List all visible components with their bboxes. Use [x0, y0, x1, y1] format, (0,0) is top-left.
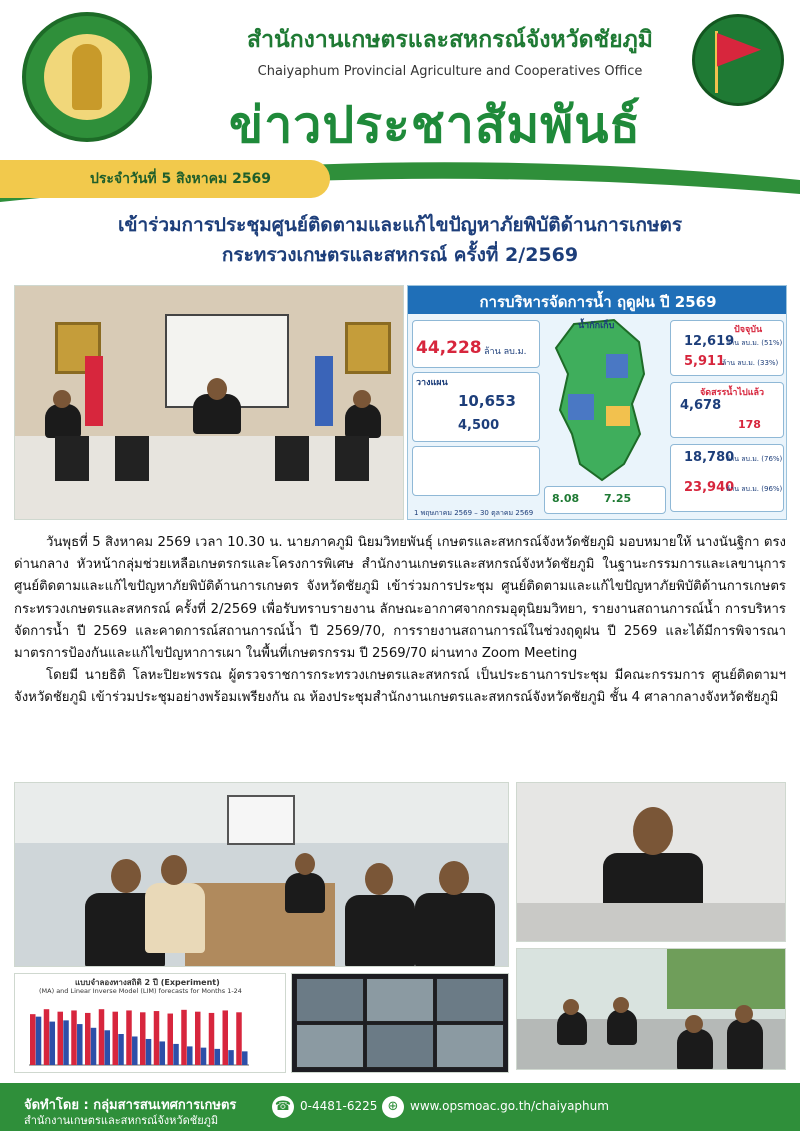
slide-bar-blue [160, 1041, 166, 1065]
slide-bar-red [140, 1012, 146, 1065]
slide-bar-red [126, 1010, 132, 1065]
big-number: 44,228 [416, 338, 482, 358]
meeting-photo [14, 285, 404, 520]
footer-label: จัดทำโดย : กลุ่มสารสนเทศการเกษตร [24, 1098, 237, 1113]
slide-bar-blue [215, 1049, 221, 1065]
total-value-1-pct: ล้าน ลบ.ม. (76%) [726, 455, 783, 463]
slide-bar-blue [63, 1020, 69, 1065]
province-seal-icon [692, 14, 784, 106]
current-value-2-pct: ล้าน ลบ.ม. (33%) [722, 359, 779, 367]
current-label: ปัจจุบัน [734, 325, 763, 335]
slide-bar-red [209, 1013, 215, 1065]
slide-bar-red [195, 1012, 201, 1065]
slide-bar-blue [146, 1039, 152, 1065]
slide-bar-chart [29, 1000, 249, 1066]
slide-bar-blue [91, 1028, 97, 1065]
infographic-dates: 1 พฤษภาคม 2569 – 30 ตุลาคม 2569 [414, 509, 534, 517]
slide-bar-red [236, 1012, 242, 1065]
allocation-extra: 178 [738, 418, 761, 431]
infographic-title: การบริหารจัดการน้ำ ฤดูฝน ปี 2569 [479, 293, 717, 311]
slide-bar-red [58, 1012, 64, 1065]
phone-icon: ☎ [272, 1096, 294, 1118]
paragraph-1: วันพุธที่ 5 สิงหาคม 2569 เวลา 10.30 น. นายภาคภูมิ นิยมวิทยพันธุ์ เกษตรและสหกรณ์จังหวัดชัยภูมิ มอบหมายให้ นางนันฐิกา ตรงด่านกลาง หัวหน้ากลุ่มช่วยเหลือเกษตรกรและโครงการพิเศษ สำนักงานเกษตรและสหกรณ์จังหวัดชัยภูมิ ในฐานะกรรมการและเลขานุการ ศูนย์ติดตามและแก้ไขปัญหาภัยพิบัติด้านการเกษตร จังหวัดชัยภูมิ เข้าร่วมการประชุม ศูนย์ติดตามและแก้ไขปัญหาภัยพิบัติด้านการเกษตร กระทรวงเกษตรและสหกรณ์ ครั้งที่ 2/2569 เพื่อรับทราบรายงาน ลักษณะอากาศจากกรมอุตุนิยมวิทยา, รายงานสถานการณ์น้ำ การบริหารจัดการน้ำ ปี 2569 และคาดการณ์สถานการณ์น้ำ ปี 2569/70, การรายงานสถานการณ์ในช่วงฤดูฝน ปี 2569 และได้มีการพิจารณามาตรการป้องกันและแก้ไขปัญหาการเผา ในพื้นที่เกษตรกรรม ปี 2569/70 ผ่านทาง Zoom Meeting [14, 535, 786, 662]
issue-date: ประจำวันที่ 5 สิงหาคม 2569 [90, 171, 272, 187]
big-unit: ล้าน ลบ.ม. [484, 347, 527, 357]
slide-bar-red [30, 1014, 36, 1065]
globe-icon: ⊕ [382, 1096, 404, 1118]
paragraph-2: โดยมี นายธิติ โลหะปิยะพรรณ ผู้ตรวจราชการกระทรวงเกษตรและสหกรณ์ เป็นประธานการประชุม มีคณะกรรมการ ศูนย์ติดตามฯ จังหวัดชัยภูมิ เข้าร่วมประชุมอย่างพร้อมเพรียงกัน ณ ห้องประชุมสำนักงานเกษตรและสหกรณ์จังหวัดชัยภูมิ ชั้น 4 ศาลากลางจังหวัดชัยภูมิ [14, 668, 786, 706]
crop-box [412, 446, 540, 496]
reservoir-label: น้ำกักเก็บ [578, 321, 615, 331]
news-title: ข่าวประชาสัมพันธ์ [229, 96, 641, 154]
current-value-1-pct: ล้าน ลบ.ม. (51%) [726, 339, 783, 347]
slide-bar-blue [187, 1046, 193, 1065]
stat-1: 8.08 [552, 492, 580, 505]
slide-bar-blue [36, 1017, 42, 1065]
allocation-value: 4,678 [680, 398, 722, 413]
plan-value: 10,653 [458, 392, 516, 410]
slide-bar-blue [201, 1048, 207, 1065]
slide-bar-red [113, 1012, 119, 1065]
water-management-infographic [407, 285, 787, 520]
slide-bar-blue [132, 1036, 138, 1065]
slide-bar-blue [228, 1050, 234, 1065]
slide-subtitle: (MA) and Linear Inverse Model (LIM) forecasts for Months 1-24 [39, 987, 242, 995]
group-meeting-photo [516, 948, 786, 1070]
headline-line-1: เข้าร่วมการประชุมศูนย์ติดตามและแก้ไขปัญหาภัยพิบัติด้านการเกษตร [117, 214, 683, 236]
slide-bar-blue [105, 1030, 111, 1065]
slide-bar-red [181, 1010, 187, 1065]
slide-bar-blue [50, 1022, 56, 1065]
slide-bar-blue [77, 1024, 83, 1065]
slide-bar-red [85, 1013, 91, 1065]
slide-bar-blue [242, 1051, 248, 1065]
total-value-2-pct: ล้าน ลบ.ม. (96%) [726, 485, 783, 493]
province-map [544, 314, 664, 484]
slide-title: แบบจำลองทางสถิติ 2 ปี (Experiment) [75, 978, 220, 987]
plan-value-2: 4,500 [458, 418, 500, 433]
office-name-en: Chaiyaphum Provincial Agriculture and Cooperatives Office [257, 64, 643, 79]
plan-label: วางแผน [416, 378, 448, 388]
slide-bar-blue [118, 1034, 124, 1065]
slide-bar-red [223, 1010, 229, 1065]
headline [20, 210, 780, 270]
forecast-slide-photo [14, 973, 286, 1073]
stat-2: 7.25 [604, 492, 632, 505]
ministry-seal-icon [22, 12, 152, 142]
phone-number[interactable]: 0-4481-6225 [300, 1099, 378, 1113]
conference-room-photo [14, 782, 509, 967]
allocation-label: จัดสรรน้ำไปแล้ว [700, 388, 765, 398]
headline-line-2: กระทรวงเกษตรและสหกรณ์ ครั้งที่ 2/2569 [221, 244, 579, 266]
zoom-meeting-photo [291, 973, 509, 1073]
current-value-2: 5,911 [684, 354, 726, 369]
slide-bar-red [71, 1010, 77, 1065]
office-name-th: สำนักงานเกษตรและสหกรณ์จังหวัดชัยภูมิ [247, 27, 653, 53]
slide-bar-blue [173, 1044, 179, 1065]
total-value-2: 23,940 [684, 480, 735, 495]
footer-sublabel: สำนักงานเกษตรและสหกรณ์จังหวัดชัยภูมิ [24, 1114, 219, 1127]
slide-bar-red [168, 1014, 174, 1065]
website-link[interactable]: www.opsmoac.go.th/chaiyaphum [410, 1099, 609, 1113]
article-body [14, 532, 786, 710]
slide-bar-red [44, 1009, 50, 1065]
total-value-1: 18,780 [684, 450, 735, 465]
speaker-photo [516, 782, 786, 942]
current-value-1: 12,619 [684, 334, 735, 349]
slide-bar-red [154, 1011, 160, 1065]
slide-bar-red [99, 1009, 105, 1065]
